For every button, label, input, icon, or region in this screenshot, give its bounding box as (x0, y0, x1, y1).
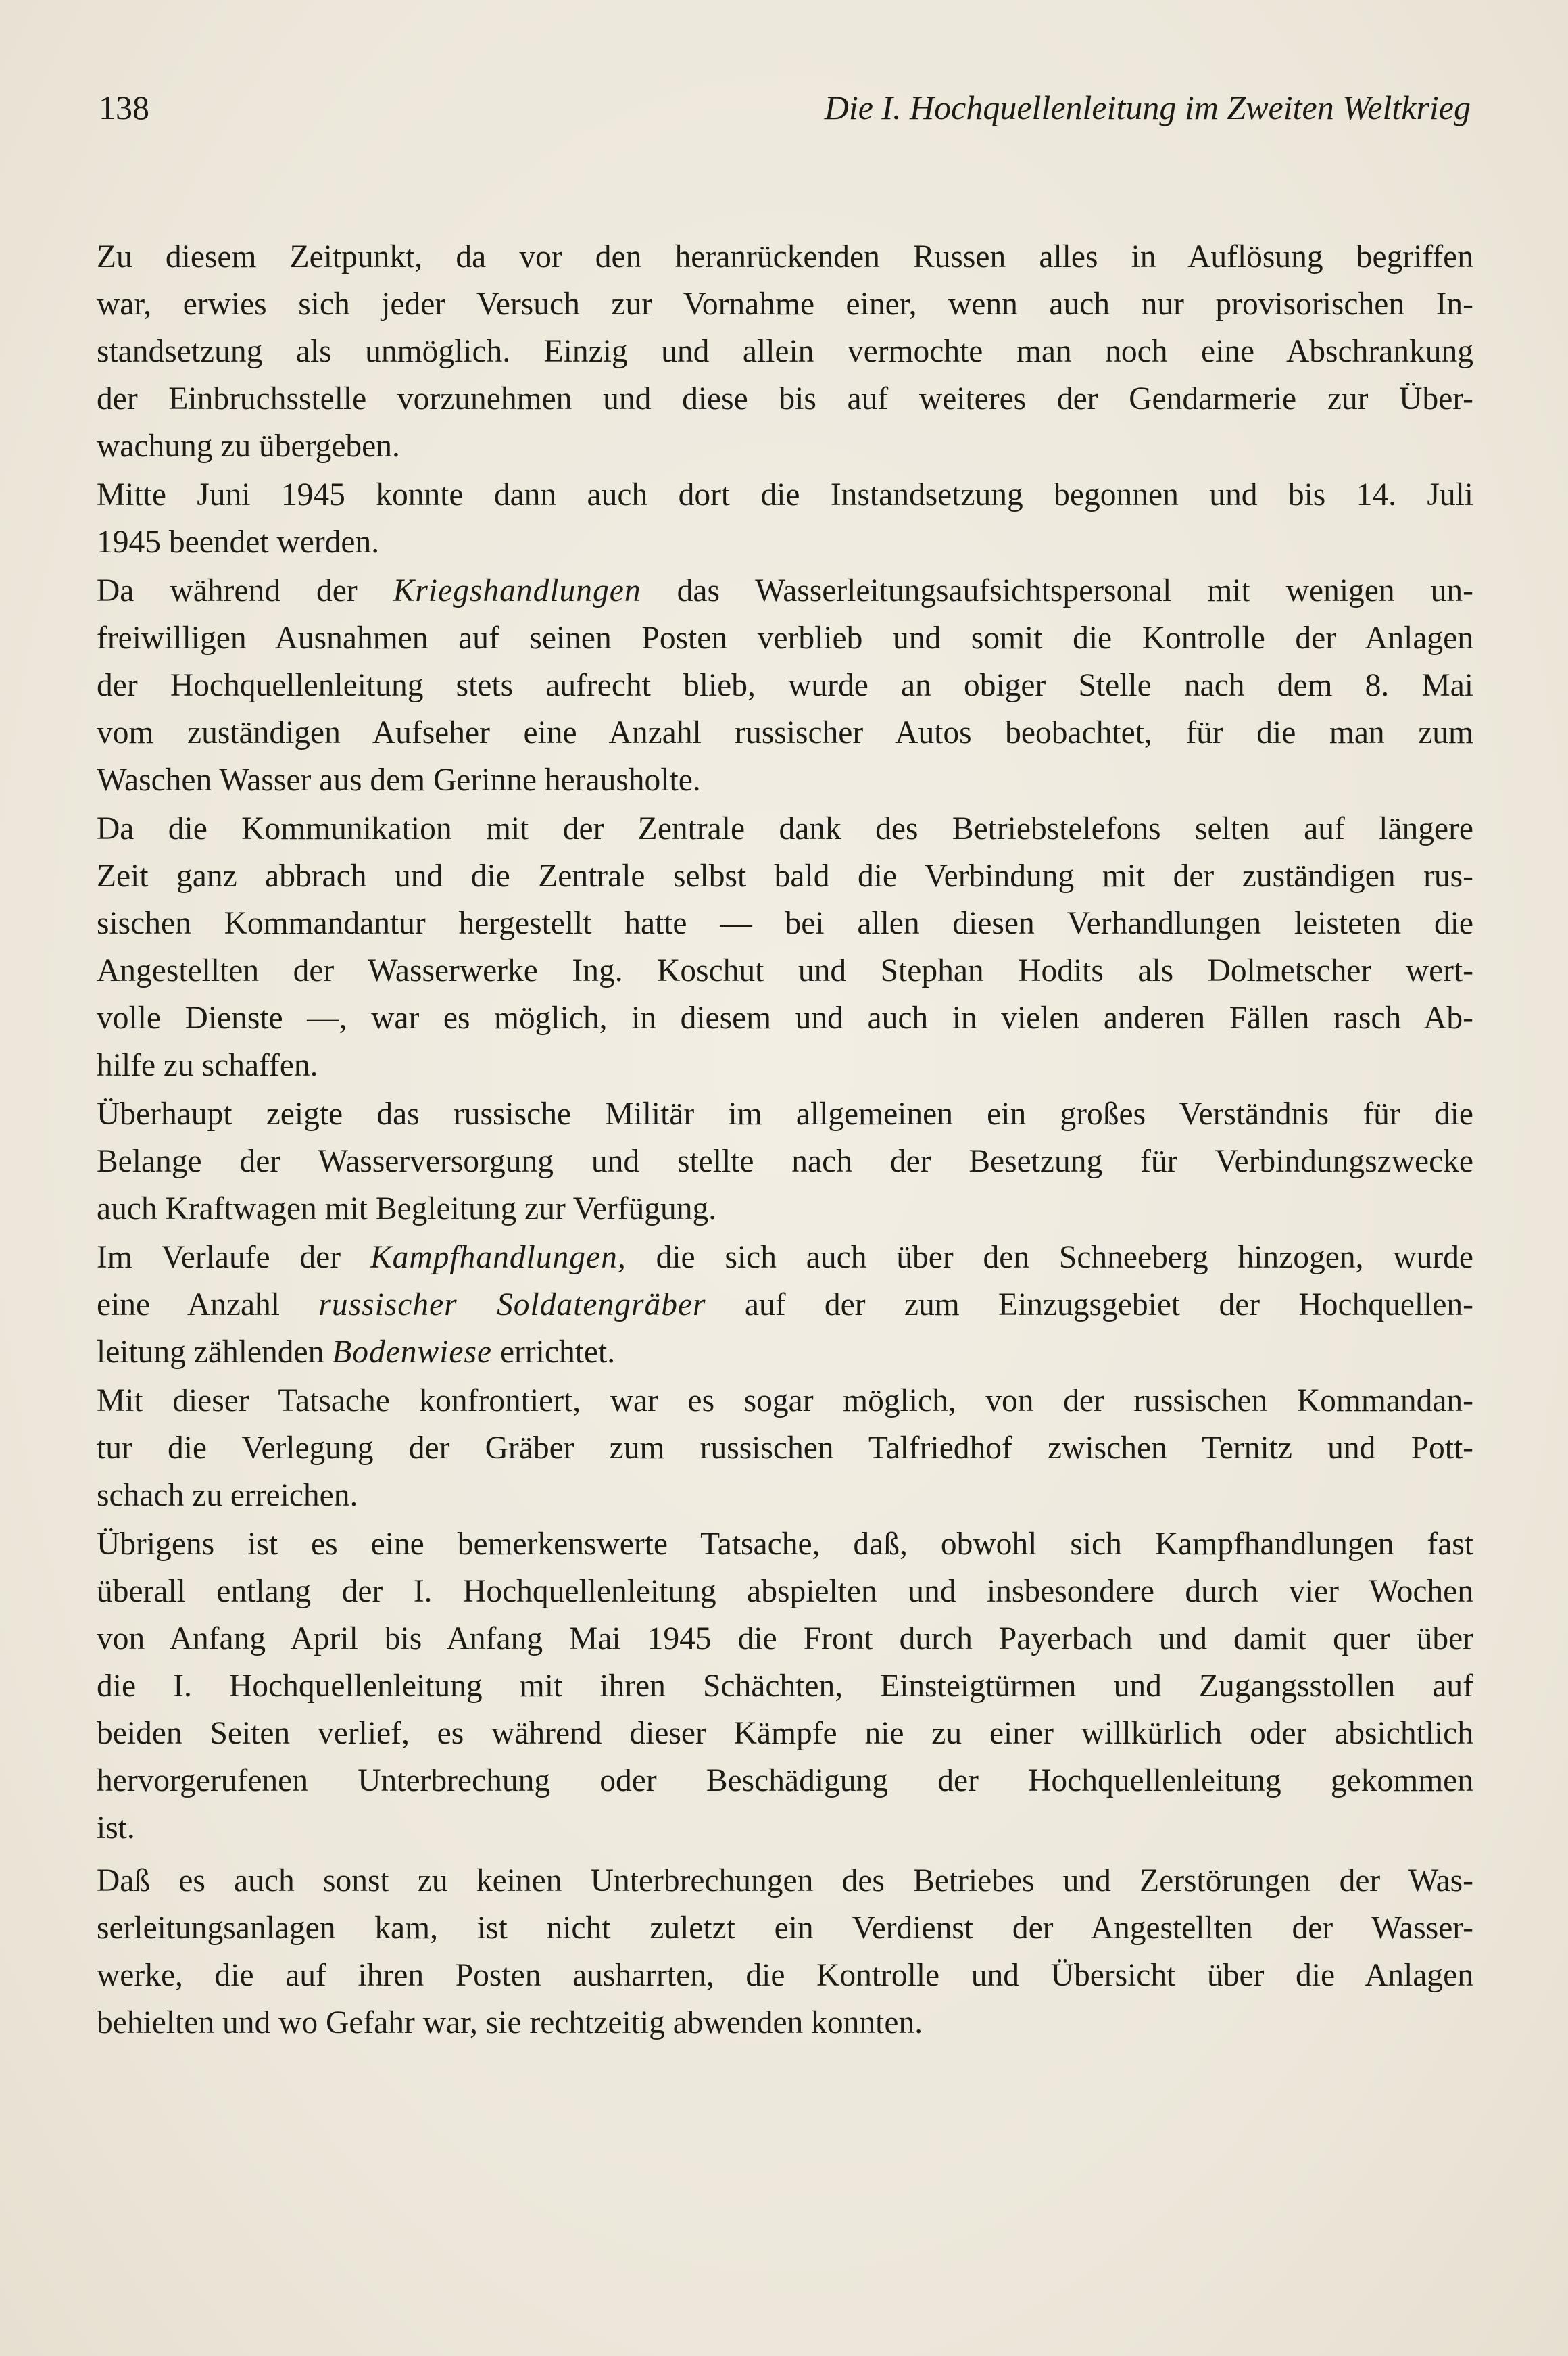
text-line (97, 805, 1473, 852)
text-segment: auch Kraftwagen mit Begleitung zur Verfügung. (97, 1191, 717, 1226)
text-segment: von Anfang April bis Anfang Mai 1945 die Front durch Payerbach und damit quer über (97, 1621, 1473, 1656)
text-segment: Überhaupt zeigte das russische Militär im allgemeinen ein großes Verständnis für die (97, 1097, 1473, 1132)
text-segment: Übrigens ist es eine bemerkenswerte Tatsache, daß, obwohl sich Kampfhandlungen fast (97, 1526, 1473, 1562)
text-segment: Mit dieser Tatsache konfrontiert, war es sogar möglich, von der russischen Kommandan- (97, 1383, 1473, 1418)
text-line (97, 1520, 1473, 1568)
text-line (97, 1138, 1473, 1185)
text-segment: ist. (97, 1810, 135, 1846)
page-header (99, 88, 1471, 135)
text-segment: der Einbruchsstelle vorzunehmen und diese bis auf weiteres der Gendarmerie zur Über- (97, 381, 1473, 416)
text-line (97, 328, 1473, 375)
paragraph (97, 1857, 1473, 2046)
paragraph (97, 567, 1473, 804)
text-segment: leitung zählenden (97, 1335, 333, 1370)
emphasized-term: Kriegshandlungen (393, 573, 641, 608)
text-line (97, 900, 1473, 947)
text-line (97, 852, 1473, 900)
text-line (97, 1234, 1473, 1281)
text-segment: behielten und wo Gefahr war, sie rechtzeitig abwenden konnten. (97, 2005, 923, 2040)
text-line (97, 471, 1473, 519)
paragraph (97, 1377, 1473, 1519)
running-title: Die I. Hochquellenleitung im Zweiten Weltkrieg (824, 89, 1471, 126)
text-segment: Angestellten der Wasserwerke Ing. Koschut und Stephan Hodits als Dolmetscher wert- (97, 953, 1473, 988)
text-segment: Da die Kommunikation mit der Zentrale dank des Betriebstelefons selten auf längere (97, 811, 1473, 846)
text-line (97, 1185, 1473, 1232)
text-line (97, 1568, 1473, 1615)
text-line (97, 1662, 1473, 1710)
text-segment: Mitte Juni 1945 konnte dann auch dort die Instandsetzung begonnen und bis 14. Juli (97, 477, 1473, 512)
text-line (97, 1328, 1473, 1376)
emphasized-term: Bodenwiese (332, 1335, 493, 1370)
paragraph (97, 1090, 1473, 1232)
text-line (97, 1377, 1473, 1424)
paragraph (97, 805, 1473, 1089)
text-line (97, 709, 1473, 756)
text-segment: standsetzung als unmöglich. Einzig und allein vermochte man noch eine Abschrankung (97, 334, 1473, 369)
emphasized-term: Kampfhandlungen, (370, 1240, 627, 1275)
text-segment: serleitungsanlagen kam, ist nicht zuletzt ein Verdienst der Angestellten der Wasser- (97, 1910, 1473, 1946)
paragraph (97, 1520, 1473, 1852)
text-line (97, 994, 1473, 1042)
text-segment: tur die Verlegung der Gräber zum russischen Talfriedhof zwischen Ternitz und Pott- (97, 1431, 1473, 1466)
text-segment: 1945 beendet werden. (97, 525, 380, 560)
text-segment: die sich auch über den Schneeberg hinzogen, wurde (626, 1240, 1473, 1275)
text-line (97, 567, 1473, 615)
text-segment: Da während der (97, 573, 393, 608)
text-segment: Zeit ganz abbrach und die Zentrale selbst bald die Verbindung mit der zuständigen rus- (97, 859, 1473, 894)
paragraph (97, 471, 1473, 566)
text-line (97, 947, 1473, 994)
text-line (97, 233, 1473, 281)
text-segment: das Wasserleitungsaufsichtspersonal mit wenigen un- (641, 573, 1473, 608)
text-segment: Daß es auch sonst zu keinen Unterbrechungen des Betriebes und Zerstörungen der Was- (97, 1863, 1473, 1898)
text-segment: sischen Kommandantur hergestellt hatte — bei allen diesen Verhandlungen leisteten die (97, 906, 1473, 941)
text-segment: auf der zum Einzugsgebiet der Hochquellen- (706, 1287, 1473, 1322)
text-line (97, 375, 1473, 423)
text-segment: die I. Hochquellenleitung mit ihren Schächten, Einsteigtürmen und Zugangsstollen auf (97, 1668, 1473, 1704)
text-line (97, 281, 1473, 328)
text-line (97, 615, 1473, 662)
text-segment: hilfe zu schaffen. (97, 1048, 318, 1083)
text-segment: errichtet. (492, 1335, 616, 1370)
text-line (97, 1999, 1473, 2046)
text-segment: volle Dienste —, war es möglich, in diesem und auch in vielen anderen Fällen rasch Ab- (97, 1001, 1473, 1036)
text-line (97, 423, 1473, 470)
text-segment: werke, die auf ihren Posten ausharrten, die Kontrolle und Übersicht über die Anlagen (97, 1958, 1473, 1993)
text-segment: eine Anzahl (97, 1287, 319, 1322)
text-segment: Zu diesem Zeitpunkt, da vor den heranrückenden Russen alles in Auflösung begriffen (97, 239, 1473, 274)
text-segment: war, erwies sich jeder Versuch zur Vornahme einer, wenn auch nur provisorischen In- (97, 287, 1473, 322)
text-line (97, 1424, 1473, 1472)
text-line (97, 1710, 1473, 1757)
text-line (97, 1042, 1473, 1089)
text-segment: Waschen Wasser aus dem Gerinne herausholte. (97, 763, 701, 798)
text-line (97, 1615, 1473, 1662)
text-line (97, 662, 1473, 709)
text-segment: Im Verlaufe der (97, 1240, 370, 1275)
text-segment: Belange der Wasserversorgung und stellte nach der Besetzung für Verbindungszwecke (97, 1144, 1473, 1179)
text-segment: beiden Seiten verlief, es während dieser Kämpfe nie zu einer willkürlich oder absichtlich (97, 1716, 1473, 1751)
emphasized-term: russischer Soldatengräber (318, 1287, 706, 1322)
text-segment: der Hochquellenleitung stets aufrecht blieb, wurde an obiger Stelle nach dem 8. Mai (97, 668, 1473, 703)
text-line (97, 519, 1473, 566)
text-line (97, 1804, 1473, 1852)
text-line (97, 1857, 1473, 1904)
text-line (97, 1952, 1473, 1999)
text-line (97, 1472, 1473, 1519)
text-segment: freiwilligen Ausnahmen auf seinen Posten verblieb und somit die Kontrolle der Anlagen (97, 621, 1473, 656)
paragraph (97, 1234, 1473, 1376)
text-segment: vom zuständigen Aufseher eine Anzahl russischer Autos beobachtet, für die man zum (97, 715, 1473, 750)
text-line (97, 1757, 1473, 1804)
text-segment: wachung zu übergeben. (97, 429, 400, 464)
text-line (97, 756, 1473, 804)
paragraph (97, 233, 1473, 470)
text-segment: überall entlang der I. Hochquellenleitung abspielten und insbesondere durch vier Wochen (97, 1574, 1473, 1609)
text-line (97, 1281, 1473, 1328)
text-line (97, 1904, 1473, 1952)
body-text (97, 233, 1473, 2048)
text-segment: hervorgerufenen Unterbrechung oder Beschädigung der Hochquellenleitung gekommen (97, 1763, 1473, 1798)
text-segment: schach zu erreichen. (97, 1478, 358, 1513)
text-line (97, 1090, 1473, 1138)
page-number: 138 (99, 89, 149, 126)
